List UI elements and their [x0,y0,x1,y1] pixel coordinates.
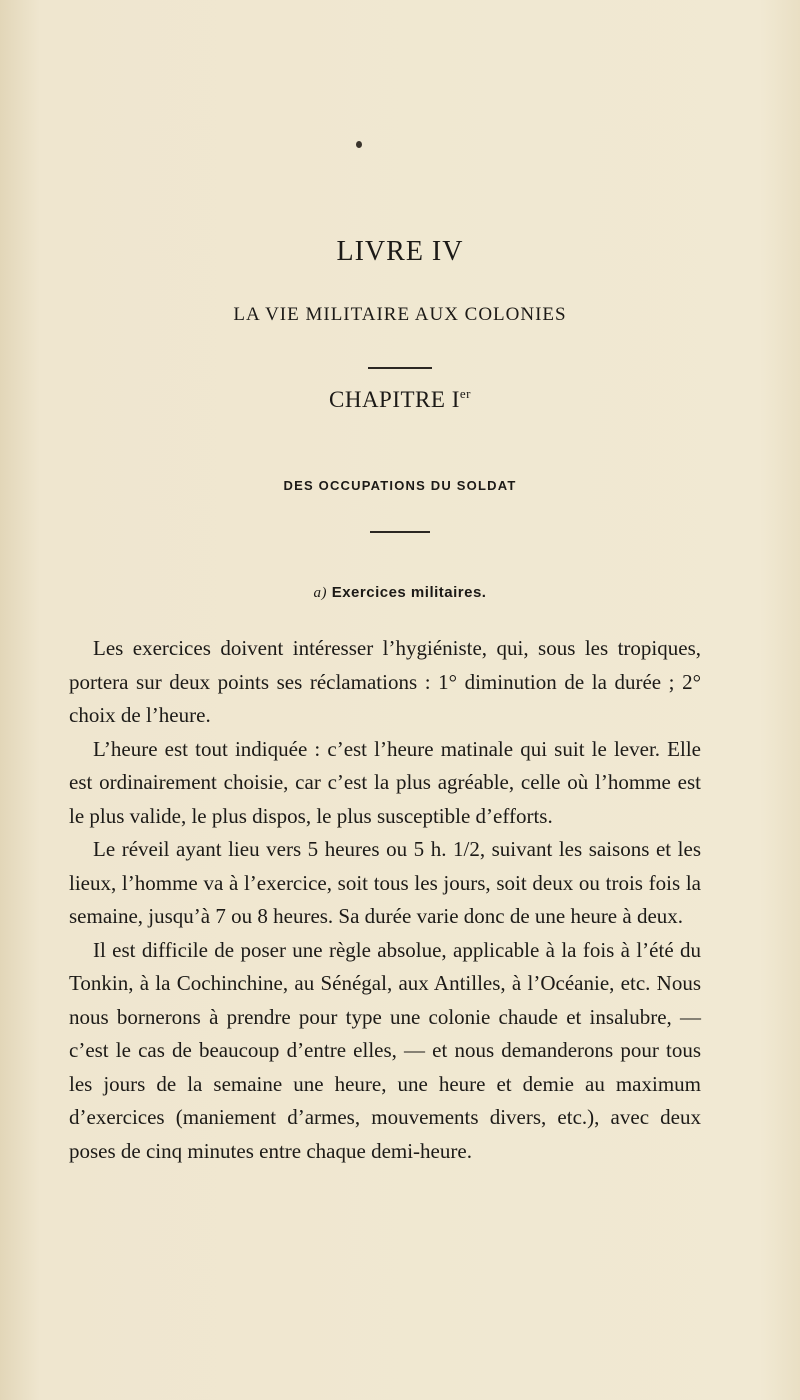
section-heading [0,584,800,602]
divider-rule [368,367,432,369]
section-title: Exercices militaires. [331,584,487,601]
paragraph: Les exercices doivent intéresser l’hygiéniste, qui, sous les tropiques, portera sur deux points ses réclamations : 1° diminution de la durée ; 2° choix de l’heure. [69,636,701,727]
body-text [69,632,701,1168]
book-subtitle: LA VIE MILITAIRE AUX COLONIES [233,304,567,325]
divider-rule [370,531,430,533]
book-title: LIVRE IV [336,236,464,267]
ink-dot [356,141,362,148]
section-marker: a) [313,585,328,601]
paragraph: L’heure est tout indiquée : c’est l’heure matinale qui suit le lever. Elle est ordinairement choisie, car c’est la plus agréable, celle où l’homme est le plus valide, le plus dispos, le plus susceptible d’efforts. [69,736,701,828]
chapter-title [0,386,800,413]
chapter-title-text: CHAPITRE I [329,387,460,412]
chapter-subtitle: DES OCCUPATIONS DU SOLDAT [283,478,517,493]
paragraph: Il est difficile de poser une règle absolue, applicable à la fois à l’été du Tonkin, à la Cochinchine, au Sénégal, aux Antilles, à l’Océanie, etc. Nous nous bornerons à prendre pour type une colonie chaude et insalubre, — c’est le cas de beaucoup d’entre elles, — et nous demanderons pour tous les jours de la semaine une heure, une heure et demie au maximum d’exercices (maniement d’armes, mouvements divers, etc.), avec deux poses de cinq minutes entre chaque demi-heure. [69,937,701,1163]
paragraph: Le réveil ayant lieu vers 5 heures ou 5 h. 1/2, suivant les saisons et les lieux, l’homme va à l’exercice, soit tous les jours, soit deux ou trois fois la semaine, jusqu’à 7 ou 8 heures. Sa durée varie donc de une heure à deux. [69,837,701,928]
chapter-title-superscript: er [459,386,471,401]
